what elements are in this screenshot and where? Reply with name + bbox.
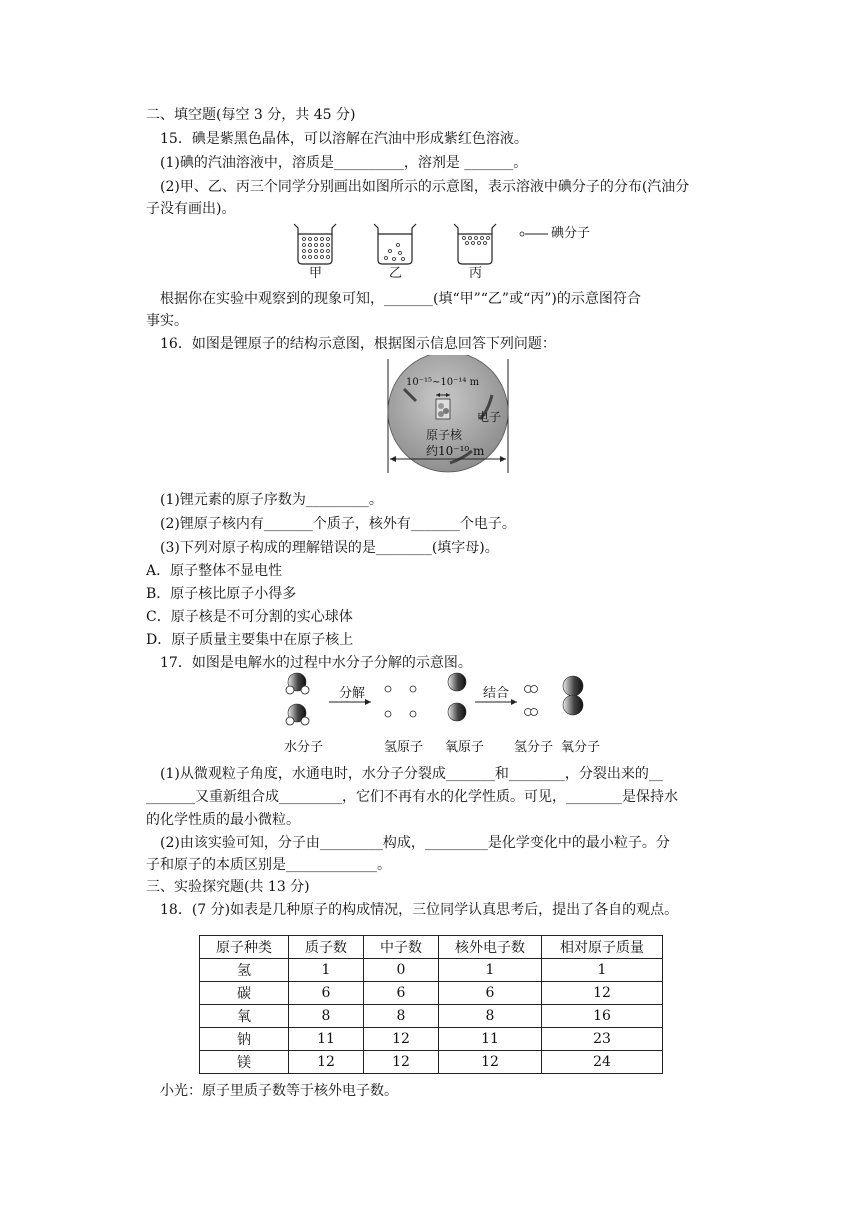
table-cell: 12 bbox=[439, 1051, 542, 1074]
table-cell: 碳 bbox=[200, 982, 289, 1005]
label-water-molecule: 水分子 bbox=[284, 740, 324, 755]
header-relative-mass: 相对原子质量 bbox=[542, 936, 663, 959]
q17-part1-line1: (1)从微观粒子角度，水通电时，水分子分裂成_______和________，分裂出来的__ bbox=[160, 766, 663, 782]
table-cell: 6 bbox=[439, 982, 542, 1005]
oxygen-atoms bbox=[448, 673, 466, 721]
table-cell: 12 bbox=[542, 982, 663, 1005]
table-cell: 镁 bbox=[200, 1051, 289, 1074]
table-header-row bbox=[200, 936, 663, 959]
electrolysis-figure bbox=[285, 668, 615, 734]
table-cell: 8 bbox=[289, 1005, 364, 1028]
q17-part2-line1: (2)由该实验可知，分子由_________构成，_________是化学变化中的最小粒子。分 bbox=[160, 835, 670, 851]
table-cell: 11 bbox=[439, 1028, 542, 1051]
table-cell: 8 bbox=[439, 1005, 542, 1028]
label-oxygen-molecule: 氧分子 bbox=[561, 740, 601, 755]
header-protons: 质子数 bbox=[289, 936, 364, 959]
label-oxygen-atom: 氧原子 bbox=[445, 740, 485, 755]
header-neutrons: 中子数 bbox=[364, 936, 439, 959]
label-hydrogen-molecule: 氢分子 bbox=[514, 740, 554, 755]
table-cell: 钠 bbox=[200, 1028, 289, 1051]
q16-stem: 16．如图是锂原子的结构示意图，根据图示信息回答下列问题： bbox=[160, 336, 556, 352]
q15-stem: 15．碘是紫黑色晶体，可以溶解在汽油中形成紫红色溶液。 bbox=[160, 131, 528, 147]
table-cell: 氢 bbox=[200, 959, 289, 982]
table-cell: 24 bbox=[542, 1051, 663, 1074]
water-molecule-bottom bbox=[286, 704, 309, 725]
table-cell: 11 bbox=[289, 1028, 364, 1051]
table-cell: 12 bbox=[289, 1051, 364, 1074]
q17-part1-line2: _______又重新组合成_________，它们不再有水的化学性质。可见，________是保持水 bbox=[146, 789, 678, 805]
legend-iodine-molecule bbox=[520, 232, 548, 236]
table-cell: 12 bbox=[364, 1028, 439, 1051]
table-cell: 6 bbox=[289, 982, 364, 1005]
q16-option-a: A．原子整体不显电性 bbox=[146, 563, 283, 579]
header-electrons: 核外电子数 bbox=[439, 936, 542, 959]
nucleus-label: 原子核 bbox=[426, 428, 463, 442]
combine-label: 结合 bbox=[483, 686, 510, 701]
legend-label: 碘分子 bbox=[551, 226, 591, 241]
water-molecule-top bbox=[286, 673, 309, 694]
q18-xiaoguang: 小光：原子里质子数等于核外电子数。 bbox=[160, 1083, 398, 1099]
table-cell: 23 bbox=[542, 1028, 663, 1051]
table-row bbox=[200, 982, 663, 1005]
beaker-bing bbox=[454, 224, 496, 264]
beaker-label-yi: 乙 bbox=[389, 266, 403, 281]
beaker-label-bing: 丙 bbox=[469, 266, 483, 281]
table-cell: 0 bbox=[364, 959, 439, 982]
q16-option-b: B．原子核比原子小得多 bbox=[146, 586, 297, 602]
q15-part1: (1)碘的汽油溶液中，溶质是__________，溶剂是 _______。 bbox=[160, 155, 528, 171]
hydrogen-atoms bbox=[385, 686, 416, 717]
table-cell: 氧 bbox=[200, 1005, 289, 1028]
table-row bbox=[200, 959, 663, 982]
beaker-label-jia: 甲 bbox=[309, 266, 323, 281]
nucleus-size-label: 10⁻¹⁵~10⁻¹⁴ m bbox=[406, 377, 480, 388]
electron-label: 电子 bbox=[477, 410, 502, 424]
header-atom-type: 原子种类 bbox=[200, 936, 289, 959]
table-cell: 1 bbox=[439, 959, 542, 982]
q15-part3-line2: 事实。 bbox=[146, 313, 188, 329]
table-row bbox=[200, 1028, 663, 1051]
table-row bbox=[200, 1051, 663, 1074]
q16-part3: (3)下列对原子构成的理解错误的是________(填字母)。 bbox=[160, 540, 499, 556]
table-cell: 6 bbox=[364, 982, 439, 1005]
table-row bbox=[200, 1005, 663, 1028]
q17-part1-line3: 的化学性质的最小微粒。 bbox=[146, 812, 300, 828]
label-hydrogen-atom: 氢原子 bbox=[384, 740, 424, 755]
hydrogen-molecules bbox=[525, 686, 538, 716]
q16-option-c: C．原子核是不可分割的实心球体 bbox=[146, 609, 353, 625]
decompose-label: 分解 bbox=[339, 686, 366, 701]
atom-composition-table bbox=[199, 935, 663, 1074]
q17-part2-line2: 子和原子的本质区别是_____________。 bbox=[146, 857, 391, 873]
table-cell: 1 bbox=[542, 959, 663, 982]
table-cell: 8 bbox=[364, 1005, 439, 1028]
q18-stem: 18．(7 分)如表是几种原子的构成情况，三位同学认真思考后，提出了各自的观点。 bbox=[160, 902, 679, 918]
q17-stem: 17．如图是电解水的过程中水分子分解的示意图。 bbox=[160, 655, 472, 671]
table-cell: 12 bbox=[364, 1051, 439, 1074]
table-cell: 1 bbox=[289, 959, 364, 982]
q16-part2: (2)锂原子核内有_______个质子，核外有_______个电子。 bbox=[160, 516, 516, 532]
q16-option-d: D．原子质量主要集中在原子核上 bbox=[146, 632, 354, 648]
section3-title: 三、实验探究题(共 13 分) bbox=[146, 879, 310, 895]
q16-part1: (1)锂元素的原子序数为_________。 bbox=[160, 492, 383, 508]
table-cell: 16 bbox=[542, 1005, 663, 1028]
q15-part2-line1: (2)甲、乙、丙三个同学分别画出如图所示的示意图，表示溶液中碘分子的分布(汽油分 bbox=[160, 179, 690, 195]
atom-size-label: 约10⁻¹⁰ m bbox=[426, 444, 485, 458]
q15-part2-line2: 子没有画出)。 bbox=[146, 201, 236, 217]
oxygen-molecule bbox=[563, 676, 583, 715]
section2-title: 二、填空题(每空 3 分，共 45 分) bbox=[146, 107, 356, 123]
q15-part3-line1: 根据你在实验中观察到的现象可知，_______(填“甲”“乙”或“丙”)的示意图符合 bbox=[160, 291, 641, 307]
